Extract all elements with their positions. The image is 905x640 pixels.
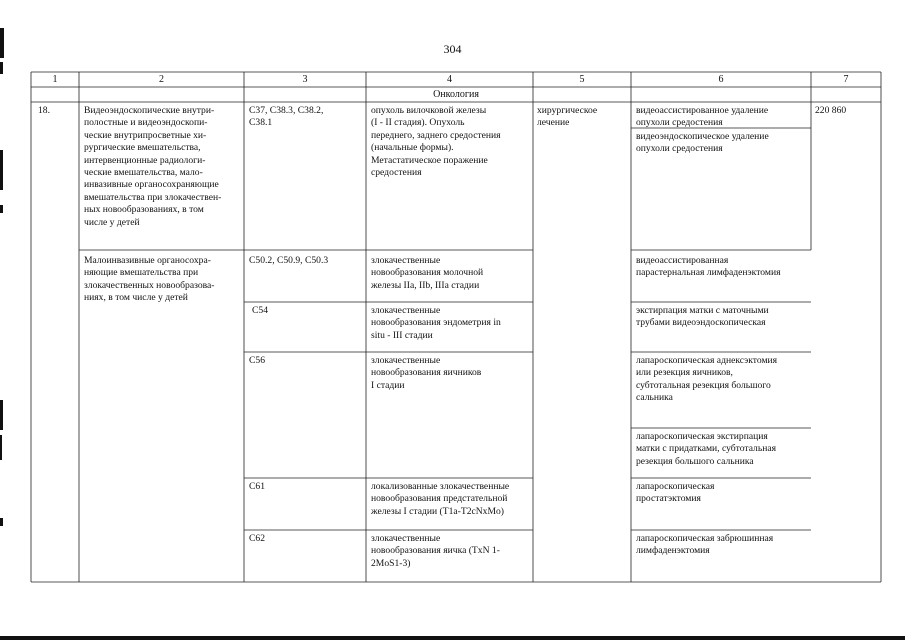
row-number: 18.	[38, 105, 50, 116]
scan-mark	[0, 518, 3, 526]
scan-mark	[0, 636, 905, 640]
page-number: 304	[443, 42, 462, 56]
scan-mark	[0, 62, 3, 74]
entry-codes: С61	[249, 481, 265, 492]
entry-diagnosis: опухоль вилочковой железы (I - II стадия). Опухоль переднего, заднего средостения (начальные формы). Метастатическое поражение средостения	[371, 105, 501, 179]
entry-method: лапароскопическая простатэктомия	[636, 481, 715, 505]
entry-method: лапароскопическая забрюшинная лимфаденэктомия	[636, 533, 774, 557]
scan-mark	[0, 205, 3, 213]
entry-method: лапароскопическая экстирпация матки с придатками, субтотальная резекция большого сальника	[636, 431, 777, 467]
scan-mark	[0, 150, 3, 190]
scan-mark	[0, 400, 3, 430]
entry-method: видеоассистированное удаление опухоли средостения	[636, 105, 769, 129]
entry-diagnosis: злокачественные новообразования молочной железы IIa, IIb, IIIa стадии	[371, 255, 484, 291]
entry-diagnosis: локализованные злокачественные новообразования предстательной железы I стадии (T1a-T2cNxMo)	[371, 481, 510, 517]
entry-diagnosis: злокачественные новообразования эндометрия in situ - III стадии	[371, 305, 501, 341]
entry-method: экстирпация матки с маточными трубами видеоэндоскопическая	[636, 305, 769, 329]
entry-codes: С54	[252, 305, 268, 316]
entry-diagnosis: злокачественные новообразования яичка (TxN 1- 2MoS1-3)	[371, 533, 500, 569]
group-name-minimally-invasive: Малоинвазивные органосохра- няющие вмешательства при злокачественных новообразова- ниях, в том числе у детей	[84, 255, 215, 304]
entry-codes: С62	[249, 533, 265, 544]
entry-codes: С37, С38.3, С38.2, С38.1	[249, 105, 324, 129]
entry-codes: С56	[249, 355, 265, 366]
scan-mark	[0, 28, 4, 58]
scan-mark	[0, 435, 2, 460]
entry-codes: С50.2, С50.9, С50.3	[249, 255, 329, 266]
col-header-4: 4	[447, 74, 452, 85]
entry-diagnosis: злокачественные новообразования яичников I стадии	[371, 355, 482, 391]
entry-method: видеоассистированная парастернальная лимфаденэктомия	[636, 255, 781, 279]
col-header-1: 1	[52, 74, 58, 85]
col-header-5: 5	[579, 74, 585, 85]
col-header-7: 7	[843, 74, 849, 85]
treatment-type: хирургическое лечение	[537, 105, 598, 129]
col-header-3: 3	[302, 74, 308, 85]
row-cost: 220 860	[815, 105, 847, 116]
col-header-6: 6	[718, 74, 724, 85]
entry-method: видеоэндоскопическое удаление опухоли средостения	[636, 131, 769, 155]
col-header-2: 2	[159, 74, 164, 85]
section-title: Онкология	[433, 89, 479, 100]
entry-method: лапароскопическая аднексэктомия или резекция яичников, субтотальная резекция большого сальника	[636, 355, 778, 404]
group-name-videoendoscopic: Видеоэндоскопические внутри- полостные и видеоэндоскопи- ческие внутрипросветные хи- рургические вмешательства, интервенционные радиологи- ческие вмешательства, мало- инвазивные органосохраняющие вмешательства при злокачествен- ных новообразованиях, в том числе у детей	[84, 105, 222, 228]
